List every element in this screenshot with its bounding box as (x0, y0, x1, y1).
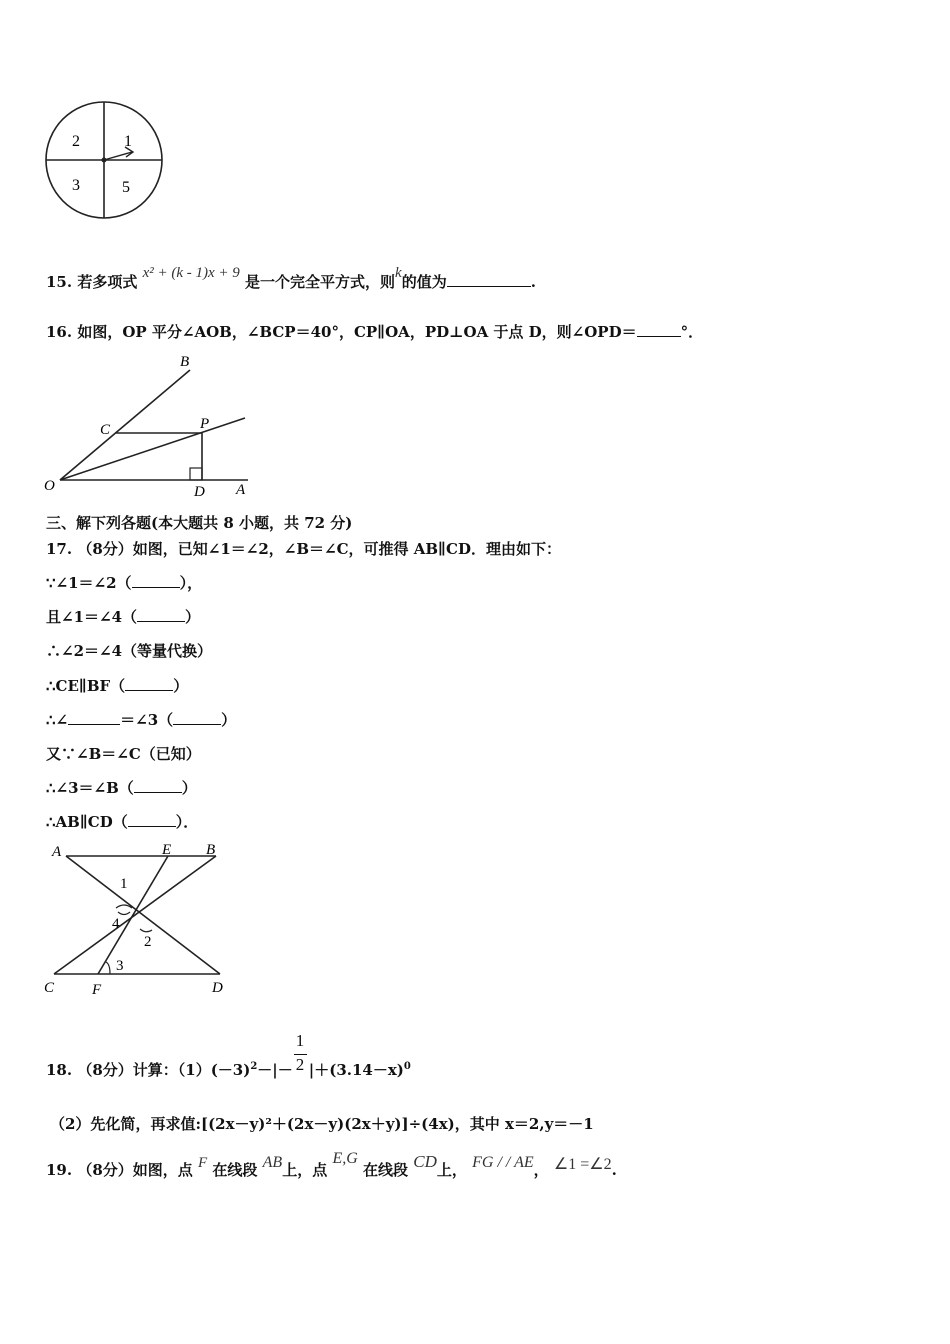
q17-blank-2[interactable] (137, 607, 185, 622)
q17-blank-8[interactable] (128, 812, 176, 827)
q17-blank-1[interactable] (132, 573, 180, 588)
q17-label-d: D (212, 980, 223, 996)
q18-exponent-0: 0 (403, 1061, 411, 1072)
q17-step-3: ∴∠2＝∠4（等量代换） (46, 642, 213, 660)
question-18-part-2: （2）先化简，再求值:[(2x－y)²＋(2x－y)(2x＋y)]÷(4x)，其中 x＝2,y＝－1 (50, 1115, 594, 1133)
q16-figure (40, 350, 260, 500)
q17-step-5: ∴∠ ＝∠3（ ） (46, 711, 237, 729)
q17-label-c: C (44, 980, 55, 996)
q17-angle-1: 1 (120, 876, 128, 892)
q16-label-p: P (200, 416, 210, 432)
question-19: 19. （8分）如图，点 F 在线段 AB上，点 E,G 在线段 CD上， FG / / AE， ∠1 =∠2. (46, 1150, 617, 1179)
q17-label-e: E (162, 842, 172, 858)
question-17-intro: 17. （8分）如图，已知∠1＝∠2，∠B＝∠C，可推得 AB∥CD．理由如下： (46, 540, 561, 558)
sector-2: 2 (72, 133, 80, 150)
q15-end: . (530, 273, 536, 291)
q18-fraction-den: 2 (295, 1055, 305, 1074)
q17-blank-5b[interactable] (173, 710, 221, 725)
q16-text: 16. 如图，OP 平分∠AOB，∠BCP＝40°，CP∥OA，PD⊥OA 于点 D，则∠OPD＝ (46, 323, 637, 341)
sector-1: 1 (124, 133, 132, 150)
question-15 (46, 265, 536, 293)
q17-step-1: ∵∠1＝∠2（ ）， (46, 574, 203, 592)
q17-label-b: B (206, 842, 216, 858)
q15-var: k (395, 265, 402, 281)
q18-exponent-2: 2 (250, 1061, 258, 1072)
q17-blank-7[interactable] (134, 778, 182, 793)
q17-step-6: 又∵∠B＝∠C（已知） (46, 745, 201, 763)
q17-angle-4: 4 (112, 916, 120, 932)
spinner-figure (40, 96, 170, 226)
q15-post: 的值为 (401, 273, 447, 291)
q17-blank-4[interactable] (125, 676, 173, 691)
question-16 (46, 322, 703, 342)
q18-fraction (293, 1031, 309, 1075)
section-3-heading: 三、解下列各题(本大题共 8 小题，共 72 分) (46, 514, 353, 532)
sector-5: 5 (122, 179, 130, 196)
q17-angle-3: 3 (116, 958, 124, 974)
q16-answer-blank[interactable] (637, 322, 681, 337)
q16-end: °． (680, 323, 704, 341)
q18-fraction-num: 1 (295, 1031, 305, 1050)
q17-blank-5a[interactable] (68, 710, 120, 725)
q15-pre: 若多项式 (77, 273, 138, 291)
q17-label-f: F (92, 982, 102, 998)
q16-label-a: A (236, 482, 246, 498)
q17-step-7: ∴∠3＝∠B（ ） (46, 779, 197, 797)
q16-label-o: O (44, 478, 55, 494)
q15-answer-blank[interactable] (447, 272, 531, 287)
q15-expression: x² + (k - 1)x + 9 (142, 265, 240, 281)
q16-label-d: D (194, 484, 205, 500)
q17-label-a: A (52, 844, 62, 860)
q17-angle-2: 2 (144, 934, 152, 950)
q17-figure (40, 838, 240, 998)
q15-mid: 是一个完全平方式，则 (245, 273, 396, 291)
question-18-part-1: 18. （8分）计算：$(1)(-3)^2-|-$ $\frac{1}{2}$ $|+(3.14-x)^0$ (46, 1031, 411, 1079)
q16-label-c: C (100, 422, 111, 438)
q16-label-b: B (180, 354, 190, 370)
q17-step-4: ∴CE∥BF（ ） (46, 677, 189, 695)
q17-step-2: 且∠1＝∠4（ ） (46, 608, 201, 626)
q15-number: 15. (46, 273, 73, 291)
sector-3: 3 (72, 177, 80, 194)
q17-step-8: ∴AB∥CD（ ）． (46, 813, 199, 831)
